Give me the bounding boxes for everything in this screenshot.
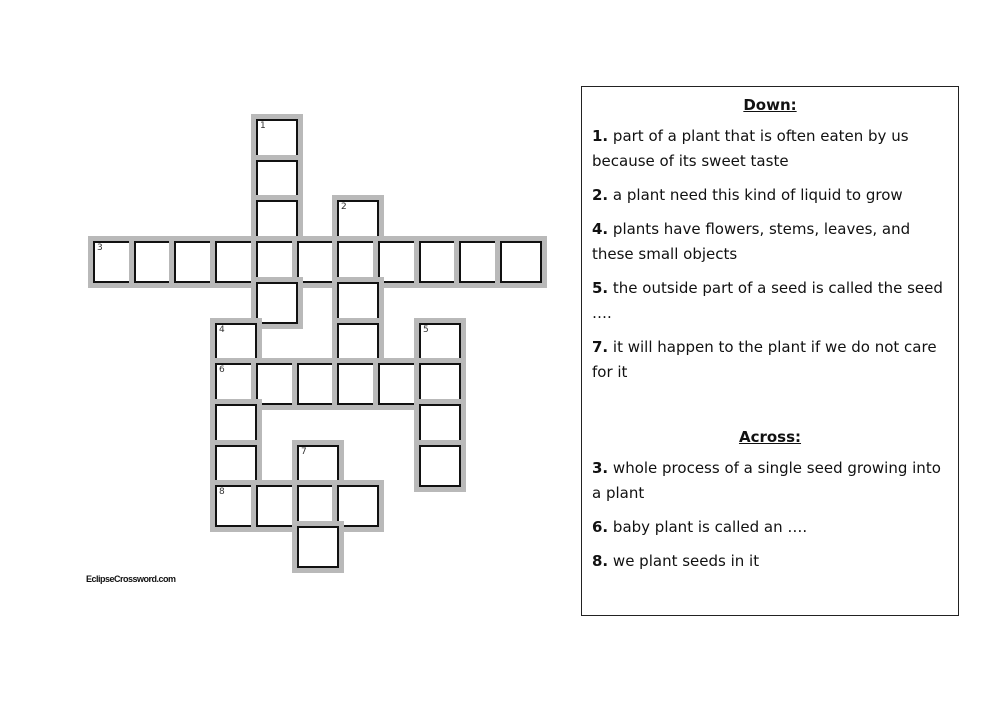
across-heading: Across: xyxy=(738,428,802,446)
grid-cell[interactable] xyxy=(297,526,339,568)
grid-cell[interactable] xyxy=(419,241,461,283)
clue-number: 8. xyxy=(592,552,609,570)
grid-cell[interactable] xyxy=(337,363,379,405)
clue-number: 6. xyxy=(592,518,609,536)
cell-number: 2 xyxy=(341,202,347,212)
grid-cell[interactable] xyxy=(297,445,339,487)
cell-number: 6 xyxy=(219,365,225,375)
clue-item xyxy=(592,124,948,174)
grid-cell[interactable] xyxy=(215,363,257,405)
grid-cell[interactable] xyxy=(297,241,339,283)
clue-text: baby plant is called an …. xyxy=(612,518,808,536)
grid-cell[interactable] xyxy=(337,200,379,242)
cell-number: 7 xyxy=(301,447,307,457)
grid-cell[interactable] xyxy=(419,445,461,487)
clue-item xyxy=(592,456,948,506)
grid-cell[interactable] xyxy=(256,200,298,242)
grid-cell[interactable] xyxy=(419,363,461,405)
clue-item xyxy=(592,549,948,574)
grid-cell[interactable] xyxy=(256,160,298,202)
grid-cell[interactable] xyxy=(256,241,298,283)
cell-number: 8 xyxy=(219,487,225,497)
grid-cell[interactable] xyxy=(215,445,257,487)
clue-text: plants have flowers, stems, leaves, and these small objects xyxy=(592,220,911,263)
grid-cell[interactable] xyxy=(215,404,257,446)
crossword-grid xyxy=(0,0,560,600)
clue-item xyxy=(592,515,948,540)
grid-cell[interactable] xyxy=(297,363,339,405)
clue-text: part of a plant that is often eaten by us because of its sweet taste xyxy=(592,127,909,170)
clue-panel xyxy=(581,86,959,616)
grid-cell[interactable] xyxy=(337,485,379,527)
clue-text: a plant need this kind of liquid to grow xyxy=(612,186,903,204)
grid-cell[interactable] xyxy=(337,323,379,365)
clue-number: 3. xyxy=(592,459,609,477)
cell-number: 3 xyxy=(97,243,103,253)
grid-cell[interactable] xyxy=(337,241,379,283)
grid-cell[interactable] xyxy=(378,363,420,405)
clue-number: 1. xyxy=(592,127,609,145)
clue-item xyxy=(592,183,948,208)
grid-cell[interactable] xyxy=(419,404,461,446)
clue-number: 7. xyxy=(592,338,609,356)
down-clue-list xyxy=(592,124,948,385)
clue-text: it will happen to the plant if we do not care for it xyxy=(592,338,937,381)
grid-cell[interactable] xyxy=(215,241,257,283)
grid-cell[interactable] xyxy=(419,323,461,365)
clue-item xyxy=(592,276,948,326)
clue-number: 4. xyxy=(592,220,609,238)
grid-cell[interactable] xyxy=(256,119,298,161)
grid-cell[interactable] xyxy=(459,241,501,283)
clue-item xyxy=(592,217,948,267)
across-clue-list xyxy=(592,456,948,574)
down-heading: Down: xyxy=(743,96,797,114)
grid-cell[interactable] xyxy=(337,282,379,324)
clue-item xyxy=(592,335,948,385)
clue-text: we plant seeds in it xyxy=(612,552,760,570)
grid-cell[interactable] xyxy=(256,485,298,527)
grid-cell[interactable] xyxy=(256,363,298,405)
grid-cell[interactable] xyxy=(93,241,135,283)
grid-cell[interactable] xyxy=(134,241,176,283)
cell-number: 4 xyxy=(219,325,225,335)
credit-text: EclipseCrossword.com xyxy=(86,574,176,584)
grid-cell[interactable] xyxy=(256,282,298,324)
grid-cell[interactable] xyxy=(215,485,257,527)
clue-text: whole process of a single seed growing into a plant xyxy=(592,459,941,502)
grid-cell[interactable] xyxy=(378,241,420,283)
grid-cell[interactable] xyxy=(215,323,257,365)
clue-number: 2. xyxy=(592,186,609,204)
cell-number: 1 xyxy=(260,121,266,131)
grid-cell[interactable] xyxy=(174,241,216,283)
grid-cell[interactable] xyxy=(297,485,339,527)
clue-number: 5. xyxy=(592,279,609,297)
grid-cell[interactable] xyxy=(500,241,542,283)
cell-number: 5 xyxy=(423,325,429,335)
clue-text: the outside part of a seed is called the seed …. xyxy=(592,279,943,322)
